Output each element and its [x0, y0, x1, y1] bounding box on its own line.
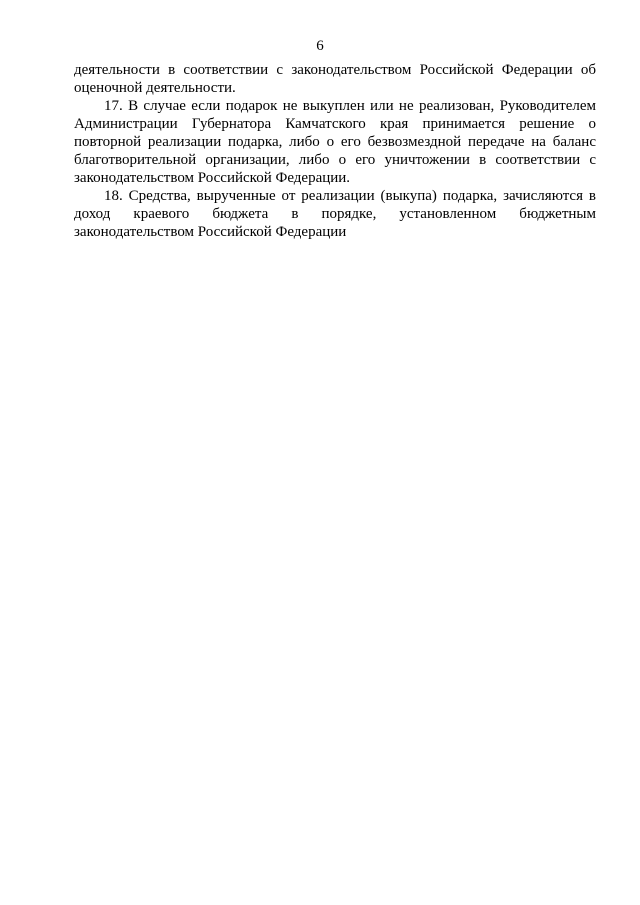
document-body: [74, 61, 596, 241]
page-number: 6: [316, 38, 324, 54]
paragraph-18: 18. Средства, вырученные от реализации (выкупа) подарка, зачисляются в доход краевого бюджета в порядке, установленном бюджетным законодательством Российской Федерации: [74, 188, 596, 240]
paragraph-continuation: деятельности в соответствии с законодательством Российской Федерации об оценочной деятельности.: [74, 62, 596, 96]
paragraph-17: 17. В случае если подарок не выкуплен или не реализован, Руководителем Администрации Губернатора Камчатского края принимается решение о повторной реализации подарка, либо о его безвозмездной передаче на баланс благотворительной организации, либо о его уничтожении в соответствии с законодательством Российской Федерации.: [74, 98, 596, 186]
